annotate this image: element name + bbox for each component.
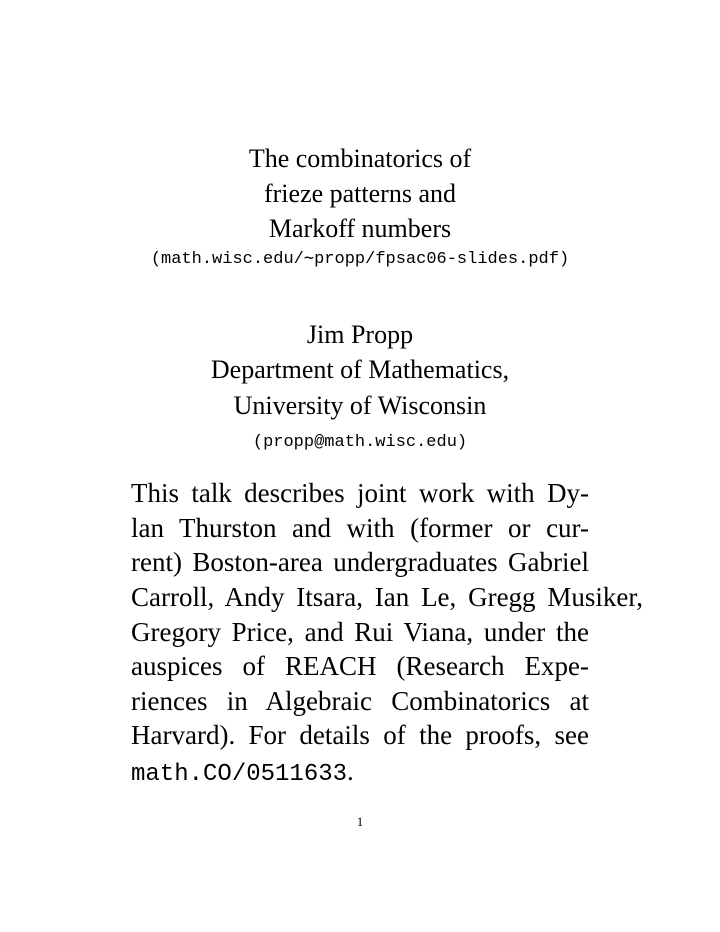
abstract-line-4: Carroll, Andy Itsara, Ian Le, Gregg Musiker, — [131, 582, 643, 612]
abstract-line-9 — [131, 758, 354, 787]
title-line-3: Markoff numbers — [268, 214, 452, 243]
abstract-line-7: riences in Algebraic Combinatorics at — [131, 686, 589, 716]
title-line-1: The combinatorics of — [248, 144, 472, 173]
arxiv-reference: math.CO/0511633 — [131, 761, 348, 788]
author-university: University of Wisconsin — [233, 391, 487, 420]
abstract-line-8: Harvard). For details of the proofs, see — [131, 720, 589, 750]
author-email: (propp@math.wisc.edu) — [252, 433, 468, 452]
reference-period: . — [347, 756, 354, 786]
author-department: Department of Mathematics, — [210, 355, 510, 384]
page-number: 1 — [356, 814, 364, 829]
abstract-line-2: lan Thurston and with (former or cur- — [131, 513, 589, 543]
abstract-line-5: Gregory Price, and Rui Viana, under the — [131, 617, 589, 647]
slides-url: (math.wisc.edu/∼propp/fpsac06-slides.pdf) — [150, 250, 570, 269]
title-line-2: frieze patterns and — [263, 179, 456, 208]
author-name: Jim Propp — [306, 320, 414, 349]
abstract-line-1: This talk describes joint work with Dy- — [131, 478, 589, 508]
abstract-line-6: auspices of REACH (Research Expe- — [131, 651, 589, 681]
abstract-line-3: rent) Boston-area undergraduates Gabriel — [131, 547, 589, 577]
